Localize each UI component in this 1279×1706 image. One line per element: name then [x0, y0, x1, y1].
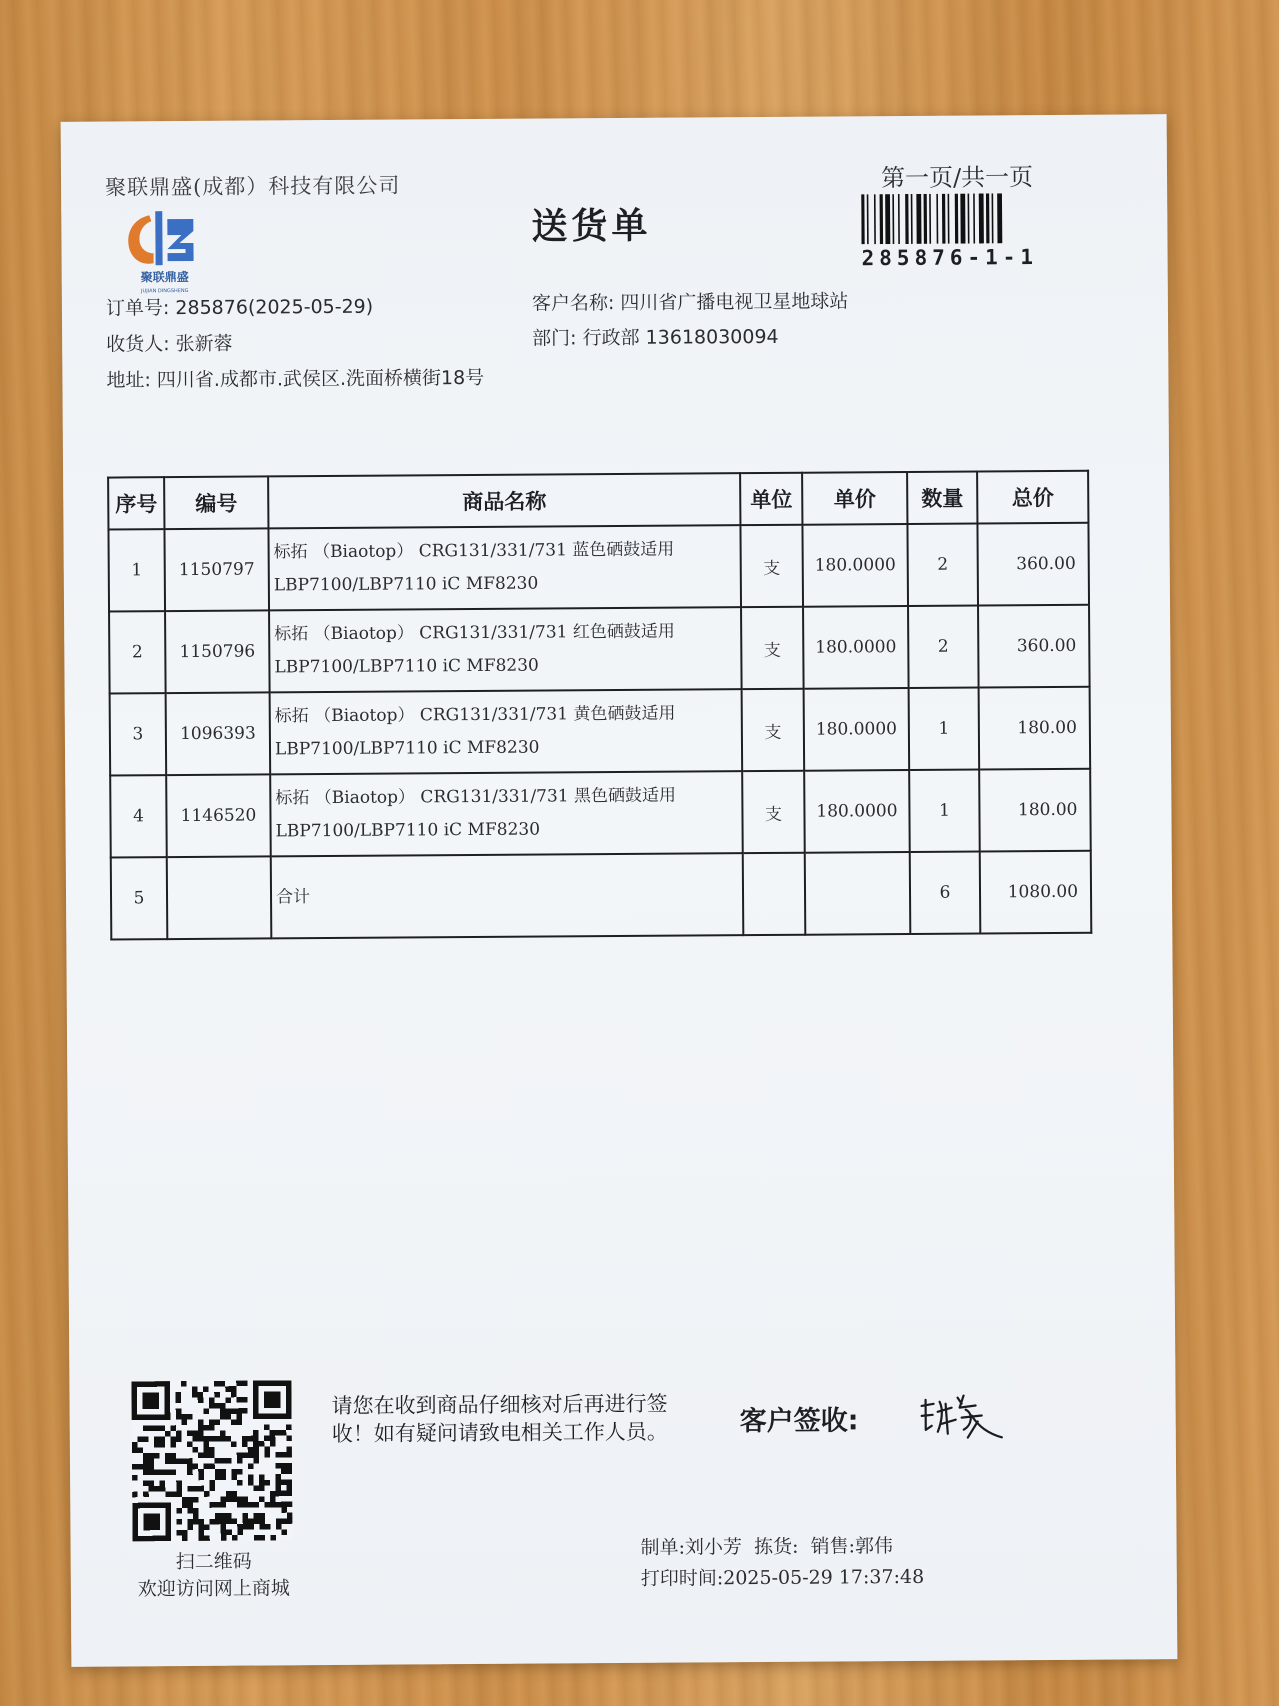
department: 部门: 行政部 13618030094 — [532, 325, 779, 350]
barcode-icon — [861, 193, 1057, 244]
receiver: 收货人: 张新蓉 — [106, 332, 233, 356]
customer-name: 客户名称: 四川省广播电视卫星地球站 — [531, 290, 849, 315]
row-quantity: 1 — [909, 687, 980, 769]
row-product-name: 标拓 （Biaotop） CRG131/331/731 黄色硒鼓适用 LBP7100/LBP7110 iC MF8230 — [270, 689, 743, 774]
row-unit: 支 — [740, 525, 803, 607]
qr-code-icon — [131, 1380, 292, 1541]
svg-text:JUJIAN DINGSHENG: JUJIAN DINGSHENG — [141, 287, 189, 295]
header-quantity: 数量 — [907, 471, 977, 523]
header-unit: 单位 — [740, 473, 802, 525]
row-unit: 支 — [741, 607, 804, 689]
row-unit-price: 180.0000 — [804, 770, 910, 853]
row-seq: 3 — [110, 693, 167, 775]
delivery-note-paper — [61, 114, 1178, 1667]
qr-caption: 扫二维码 欢迎访问网上商城 — [137, 1550, 290, 1601]
total-label: 合计 — [271, 853, 744, 938]
table-row — [108, 523, 1089, 612]
table-total-row — [111, 851, 1092, 940]
row-code: 1096393 — [166, 692, 271, 775]
header-code: 编号 — [164, 476, 268, 529]
handwritten-signature-icon — [917, 1385, 1017, 1446]
table-row — [109, 605, 1090, 694]
print-time: 打印时间:2025-05-29 17:37:48 — [640, 1565, 925, 1590]
row-product-name: 标拓 （Biaotop） CRG131/331/731 黑色硒鼓适用 LBP7100/LBP7110 iC MF8230 — [270, 771, 743, 856]
row-quantity: 2 — [907, 523, 978, 605]
company-name: 聚联鼎盛(成都）科技有限公司 — [104, 173, 401, 200]
row-code — [167, 856, 272, 939]
header-total: 总价 — [977, 471, 1088, 524]
customer-sign-label: 客户签收: — [739, 1405, 859, 1438]
row-unit: 支 — [742, 771, 805, 853]
row-unit-price: 180.0000 — [804, 688, 910, 771]
row-seq: 1 — [108, 529, 165, 611]
staff-line: 制单:刘小芳 拣货: 销售:郭伟 — [640, 1535, 894, 1559]
row-seq: 4 — [110, 775, 167, 857]
row-quantity: 1 — [909, 769, 980, 851]
staff-info — [640, 1531, 924, 1595]
page-info: 第一页/共一页 — [880, 163, 1034, 193]
row-total: 180.00 — [979, 769, 1091, 852]
table-row — [110, 687, 1091, 776]
header-seq: 序号 — [108, 477, 164, 529]
row-unit — [743, 853, 806, 935]
header-unit-price: 单价 — [802, 472, 907, 525]
barcode-number: 285876-1-1 — [861, 245, 1039, 271]
order-number: 订单号: 285876(2025-05-29) — [105, 295, 374, 320]
header-product-name: 商品名称 — [268, 473, 740, 528]
row-seq: 5 — [111, 857, 168, 939]
total-quantity: 6 — [910, 851, 981, 933]
jld-logo-icon — [119, 201, 210, 297]
table-row — [110, 769, 1091, 858]
row-total: 360.00 — [978, 605, 1090, 688]
row-code: 1150797 — [164, 528, 269, 611]
address: 地址: 四川省.成都市.武侯区.洗面桥横街18号 — [106, 366, 485, 392]
items-table — [107, 470, 1092, 941]
row-total: 360.00 — [977, 523, 1089, 606]
row-product-name: 标拓 （Biaotop） CRG131/331/731 红色硒鼓适用 LBP7100/LBP7110 iC MF8230 — [269, 607, 742, 692]
notice-text: 请您在收到商品仔细核对后再进行签 收！如有疑问请致电相关工作人员。 — [331, 1391, 668, 1447]
total-amount: 1080.00 — [980, 851, 1092, 934]
row-code: 1146520 — [166, 774, 271, 857]
row-quantity: 2 — [908, 605, 979, 687]
row-seq: 2 — [109, 611, 166, 693]
row-unit-price — [805, 852, 911, 935]
row-unit: 支 — [742, 689, 805, 771]
svg-text:聚联鼎盛: 聚联鼎盛 — [140, 269, 189, 285]
row-total: 180.00 — [979, 687, 1091, 770]
row-code: 1150796 — [165, 610, 270, 693]
document-title: 送货单 — [531, 205, 652, 248]
row-unit-price: 180.0000 — [802, 524, 908, 607]
table-header-row — [108, 471, 1088, 530]
row-product-name: 标拓 （Biaotop） CRG131/331/731 蓝色硒鼓适用 LBP7100/LBP7110 iC MF8230 — [268, 525, 741, 610]
row-unit-price: 180.0000 — [803, 606, 909, 689]
